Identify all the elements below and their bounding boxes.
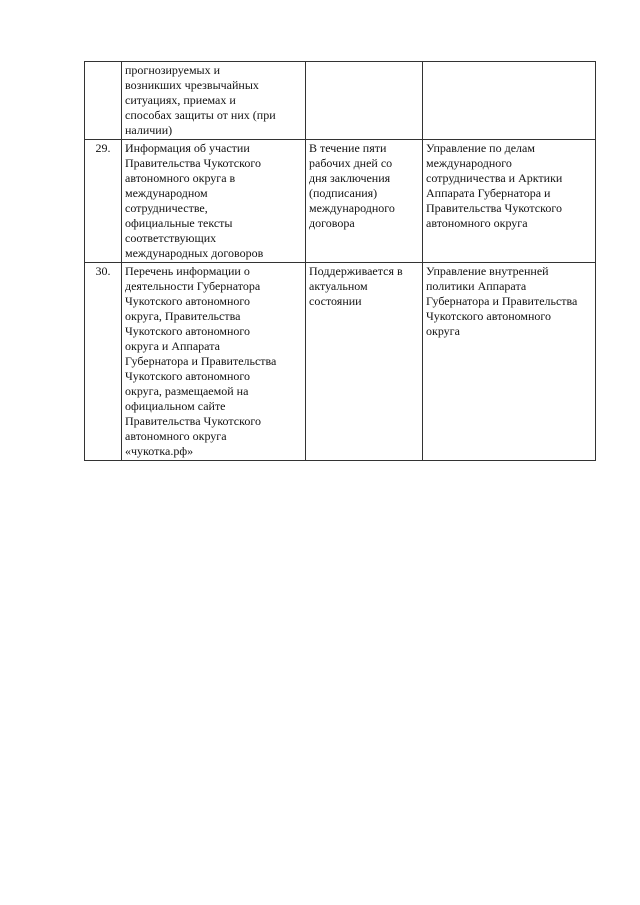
information-table (84, 61, 596, 461)
row-number-cell (85, 62, 122, 140)
responsible-cell (423, 62, 596, 140)
row-number-cell: 29. (85, 140, 122, 263)
table-row (85, 263, 596, 461)
table-row (85, 62, 596, 140)
deadline-cell: В течение пяти рабочих дней со дня заключения (подписания) международного договора (306, 140, 423, 263)
information-cell: Перечень информации о деятельности Губернатора Чукотского автономного округа, Правительства Чукотского автономного округа и Аппарата Губернатора и Правительства Чукотского автономного округа, размещаемой на официальном сайте Правительства Чукотского автономного округа «чукотка.рф» (122, 263, 306, 461)
deadline-cell (306, 62, 423, 140)
table-row (85, 140, 596, 263)
responsible-cell: Управление по делам международного сотрудничества и Арктики Аппарата Губернатора и Правительства Чукотского автономного округа (423, 140, 596, 263)
information-cell: прогнозируемых и возникших чрезвычайных ситуациях, приемах и способах защиты от них (при наличии) (122, 62, 306, 140)
row-number-cell: 30. (85, 263, 122, 461)
responsible-cell: Управление внутренней политики Аппарата Губернатора и Правительства Чукотского автономного округа (423, 263, 596, 461)
information-cell: Информация об участии Правительства Чукотского автономного округа в международном сотрудничестве, официальные тексты соответствующих международных договоров (122, 140, 306, 263)
deadline-cell: Поддерживается в актуальном состоянии (306, 263, 423, 461)
